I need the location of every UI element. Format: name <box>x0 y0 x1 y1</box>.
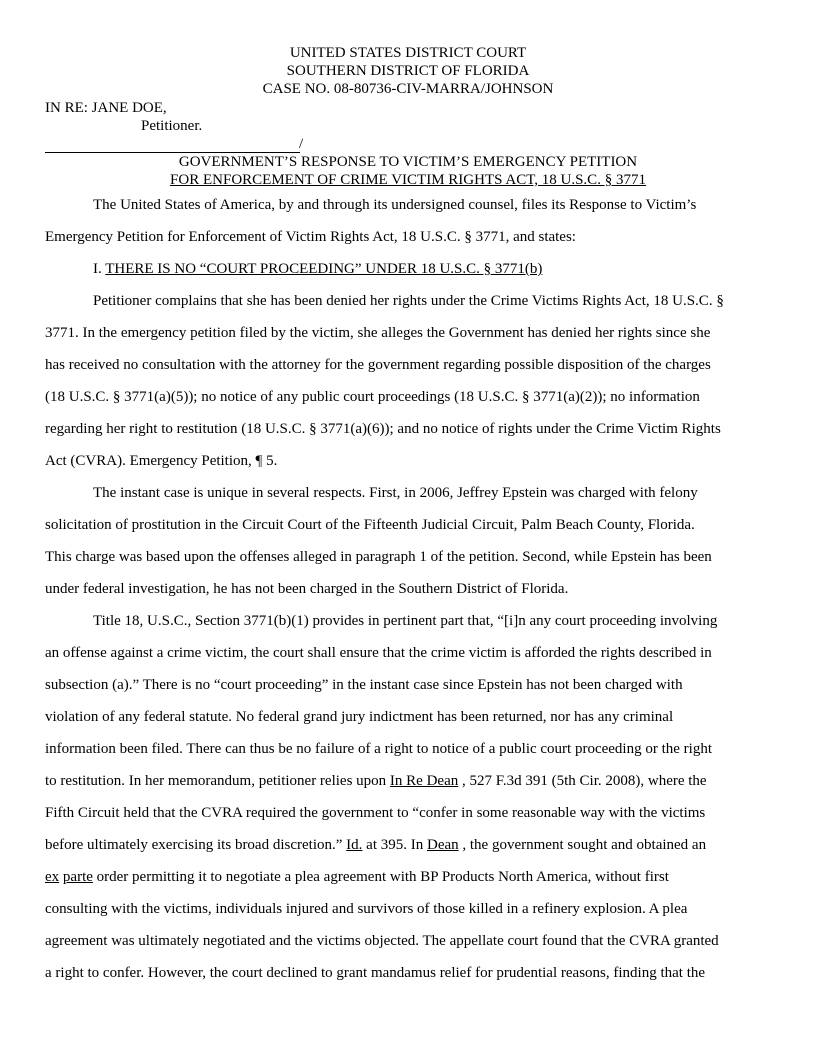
term-parte: parte <box>62 869 93 885</box>
court-heading <box>0 44 816 98</box>
caption-in-re: IN RE: JANE DOE, <box>45 100 167 116</box>
para2-line: This charge was based upon the offenses alleged in paragraph 1 of the petition. Second, while Epstein has been <box>45 549 712 565</box>
section-number: I. <box>93 261 106 277</box>
para2-line: The instant case is unique in several respects. First, in 2006, Jeffrey Epstein was charged with felony <box>93 485 698 501</box>
text-run: at 395. In <box>362 837 427 853</box>
para3-line <box>45 837 706 854</box>
para1-line: regarding her right to restitution (18 U.S.C. § 3771(a)(6)); and no notice of rights under the Crime Victim Rights <box>45 421 721 437</box>
para3-line: agreement was ultimately negotiated and the victims objected. The appellate court found that the CVRA granted <box>45 933 719 949</box>
district-name: SOUTHERN DISTRICT OF FLORIDA <box>286 63 530 79</box>
title-line-2: FOR ENFORCEMENT OF CRIME VICTIM RIGHTS ACT, 18 U.S.C. § 3771 <box>170 172 646 188</box>
para1-line: Petitioner complains that she has been denied her rights under the Crime Victims Rights Act, 18 U.S.C. § <box>93 293 724 309</box>
intro-line-2: Emergency Petition for Enforcement of Victim Rights Act, 18 U.S.C. § 3771, and states: <box>45 229 576 245</box>
title-line-1: GOVERNMENT’S RESPONSE TO VICTIM’S EMERGENCY PETITION <box>178 154 638 170</box>
para3-line: an offense against a crime victim, the court shall ensure that the crime victim is afforded the rights described in <box>45 645 712 661</box>
document-title <box>0 153 816 189</box>
text-run: before ultimately exercising its broad discretion.” <box>45 837 347 853</box>
para1-line: (18 U.S.C. § 3771(a)(5)); no notice of any public court proceedings (18 U.S.C. § 3771(a)(2)); no information <box>45 389 700 405</box>
text-run: order permitting it to negotiate a plea agreement with BP Products North America, without first <box>92 869 669 885</box>
para3-line: violation of any federal statute. No federal grand jury indictment has been returned, nor has any criminal <box>45 709 674 725</box>
text-run: , 527 F.3d 391 (5th Cir. 2008), where the <box>458 773 707 789</box>
para3-line: information been filed. There can thus be no failure of a right to notice of a public court proceeding or the right <box>45 741 712 757</box>
intro-line-1: The United States of America, by and through its undersigned counsel, files its Response to Victim’s <box>93 197 697 213</box>
case-citation-in-re-dean: In Re Dean <box>389 773 459 789</box>
para3-line: consulting with the victims, individuals injured and survivors of those killed in a refinery explosion. A plea <box>45 901 688 917</box>
para1-line: has received no consultation with the attorney for the government regarding possible disposition of the charges <box>45 357 711 373</box>
para3-line: subsection (a).” There is no “court proceeding” in the instant case since Epstein has not been charged with <box>45 677 683 693</box>
term-ex: ex <box>45 869 60 885</box>
para3-line: Title 18, U.S.C., Section 3771(b)(1) provides in pertinent part that, “[i]n any court proceeding involving <box>93 613 718 629</box>
section-title: THERE IS NO “COURT PROCEEDING” UNDER 18 U.S.C. § 3771(b) <box>105 261 543 277</box>
text-run: to restitution. In her memorandum, petitioner relies upon <box>45 773 390 789</box>
case-citation-dean: Dean <box>426 837 459 853</box>
para1-line: Act (CVRA). Emergency Petition, ¶ 5. <box>45 453 278 469</box>
para3-line: a right to confer. However, the court declined to grant mandamus relief for prudential reasons, finding that the <box>45 965 706 981</box>
para3-line <box>45 773 707 790</box>
para3-line: Fifth Circuit held that the CVRA required the government to “confer in some reasonable way with the victims <box>45 805 706 821</box>
citation-id: Id. <box>346 837 363 853</box>
court-name: UNITED STATES DISTRICT COURT <box>289 45 527 61</box>
text-run: , the government sought and obtained an <box>458 837 707 853</box>
para1-line: 3771. In the emergency petition filed by the victim, she alleges the Government has denied her rights since she <box>45 325 711 341</box>
case-number: CASE NO. 08-80736-CIV-MARRA/JOHNSON <box>262 81 554 97</box>
para3-line <box>45 869 669 886</box>
para2-line: solicitation of prostitution in the Circuit Court of the Fifteenth Judicial Circuit, Palm Beach County, Florida. <box>45 517 695 533</box>
caption-slash: / <box>299 136 304 152</box>
caption-role: Petitioner. <box>141 118 203 134</box>
section-heading <box>93 261 542 278</box>
para2-line: under federal investigation, he has not been charged in the Southern District of Florida. <box>45 581 569 597</box>
